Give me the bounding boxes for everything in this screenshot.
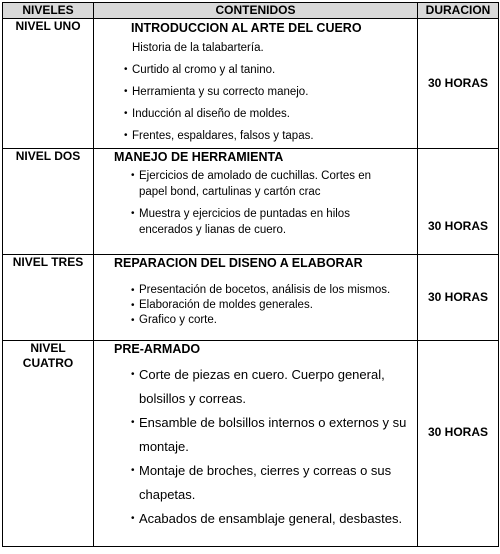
- contents-cell: [94, 149, 418, 255]
- level-cell: NIVEL DOS: [3, 149, 94, 255]
- level-cell: NIVEL TRES: [3, 255, 94, 341]
- content-list: [94, 165, 417, 238]
- table-row: [3, 341, 499, 547]
- bullet-icon: •: [131, 513, 135, 524]
- header-contents: CONTENIDOS: [94, 3, 418, 19]
- intro-text: Historia de la talabartería.: [132, 42, 264, 54]
- content-list: [94, 357, 417, 531]
- bullet-icon: •: [131, 417, 135, 428]
- topic-title: REPARACION DEL DISENO A ELABORAR: [114, 256, 363, 270]
- list-item: • Grafico y corte.: [131, 314, 217, 326]
- header-levels: NIVELES: [3, 3, 94, 19]
- list-item: • Muestra y ejercicios de puntadas en hilos encerados y lianas de cuero.: [131, 208, 350, 236]
- topic-title: INTRODUCCION AL ARTE DEL CUERO: [131, 21, 362, 35]
- list-item: • Inducción al diseño de moldes.: [124, 108, 290, 120]
- level-line: NIVEL: [30, 341, 66, 355]
- bullet-icon: •: [131, 208, 135, 219]
- table-row: [3, 149, 499, 255]
- list-item: • Ejercicios de amolado de cuchillas. Cortes en papel bond, cartulinas y cartón crac: [131, 170, 372, 198]
- duration-cell: 30 HORAS: [418, 255, 499, 341]
- bullet-icon: •: [131, 285, 135, 296]
- list-item: • Elaboración de moldes generales.: [131, 299, 313, 311]
- table-row: [3, 255, 499, 341]
- contents-cell: [94, 341, 418, 547]
- list-item: • Herramienta y su correcto manejo.: [124, 86, 309, 98]
- topic-title: MANEJO DE HERRAMIENTA: [114, 150, 284, 164]
- bullet-icon: •: [124, 130, 128, 141]
- bullet-icon: •: [131, 369, 135, 380]
- level-cell: [3, 341, 94, 547]
- duration-cell: 30 HORAS: [418, 19, 499, 149]
- list-item: • Frentes, espaldares, falsos y tapas.: [124, 130, 314, 142]
- bullet-icon: •: [131, 315, 135, 326]
- list-item: • Ensamble de bolsillos internos o externos y su montaje.: [139, 411, 411, 459]
- level-line: CUATRO: [22, 356, 74, 370]
- contents-cell: [94, 255, 418, 341]
- list-item: • Montaje de broches, cierres y correas o sus chapetas.: [139, 459, 411, 507]
- list-item: • Acabados de ensamblaje general, desbastes.: [139, 507, 411, 531]
- duration-cell: 30 HORAS: [418, 149, 499, 255]
- bullet-icon: •: [131, 465, 135, 476]
- list-item: • Curtido al cromo y al tanino.: [124, 64, 276, 76]
- bullet-icon: •: [124, 108, 128, 119]
- bullet-icon: •: [124, 64, 128, 75]
- header-row: [3, 3, 499, 19]
- bullet-icon: •: [131, 300, 135, 311]
- table-row: [3, 19, 499, 149]
- content-list: [94, 62, 417, 144]
- course-table: [2, 2, 499, 547]
- list-item: • Corte de piezas en cuero. Cuerpo general, bolsillos y correas.: [139, 363, 411, 411]
- level-cell: NIVEL UNO: [3, 19, 94, 149]
- contents-cell: [94, 19, 418, 149]
- content-list: [94, 271, 417, 328]
- duration-cell: 30 HORAS: [418, 341, 499, 547]
- bullet-icon: •: [124, 86, 128, 97]
- bullet-icon: •: [131, 170, 135, 181]
- header-duration: DURACION: [418, 3, 499, 19]
- list-item: • Presentación de bocetos, análisis de los mismos.: [131, 284, 391, 296]
- topic-title: PRE-ARMADO: [114, 342, 201, 356]
